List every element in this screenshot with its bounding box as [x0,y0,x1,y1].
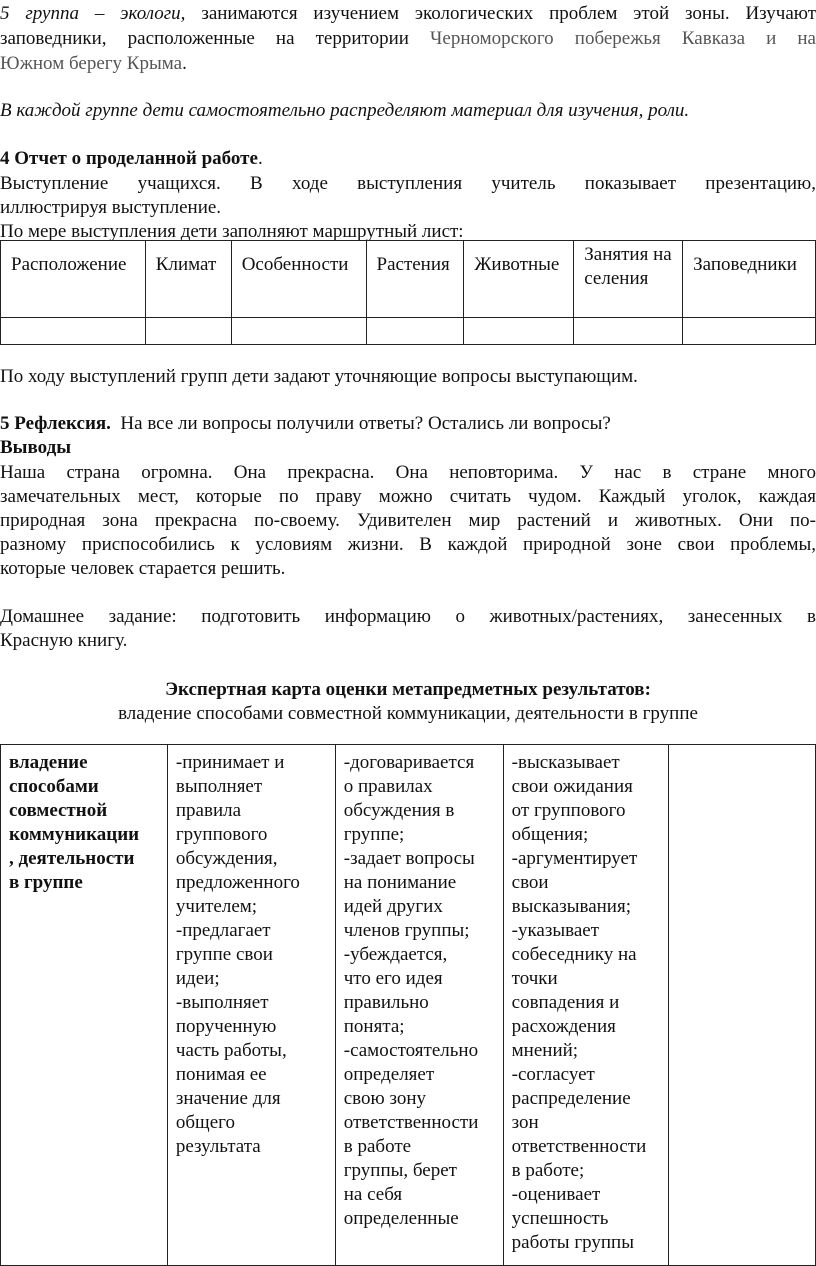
group5-line-2 [0,27,816,51]
questions-line: По ходу выступлений групп дети задают уточняющие вопросы выступающим. [0,366,638,387]
route-header-occupations: Занятия населения [574,241,683,318]
route-header-animals: Животные [464,241,574,318]
group5-text-2: заповедники, расположенные на территории [0,28,431,49]
expert-card-table [0,744,816,1266]
distribution-note: В каждой группе дети самостоятельно распределяют материал для изучения, роли. [0,100,690,121]
group5-text: занимаются изучением экологических проблем этой зоны. Изучают [201,3,816,24]
homework-line-2: Красную книгу. [0,630,128,651]
expert-card-row [1,745,816,1266]
conclusion-line: разному приспособились к условиям жизни. В каждой природной зоне свои проблемы, [0,534,816,555]
criteria-cell-2 [335,745,503,1266]
criteria-text-3: -высказывает свои ожидания от группового общения; -аргументирует свои высказывания; -указывает собеседнику на точки совпадения и расхождения мнений; -согласует распределение зон ответственности в работе; -оценивает успешность работы группы [511,752,647,1253]
criteria-cell-3 [503,745,668,1266]
route-table-header-row [1,241,816,318]
region-highlight-2: Южном берегу Крыма [0,53,183,74]
section4-line-1: Выступление учащихся. В ходе выступления учитель показывает презентацию, [0,173,816,194]
group5-line-1 [0,2,816,26]
section4-line-2: иллюстрируя выступление. [0,197,222,218]
skill-name-cell [1,745,168,1266]
section4-heading-text: 4 Отчет о проделанной работе [0,148,258,169]
group5-line-3-end: . [182,53,187,74]
section4-line-3: По мере выступления дети заполняют маршрутный лист: [0,221,464,242]
criteria-text-1: -принимает и выполняет правила группового обсуждения, предложенного учителем; -предлагает группе свои идеи; -выполняет порученную часть работы, понимая ее значение для общего результата [175,752,300,1157]
route-sheet-table [0,240,816,345]
route-cell-empty[interactable] [366,318,464,345]
route-header-location: Расположение [1,241,146,318]
empty-cell[interactable] [668,745,815,1266]
conclusion-line: природная зона прекрасна по-своему. Удивителен мир растений и животных. Они по- [0,510,816,531]
section4-heading-dot: . [257,148,263,169]
section5-question: На все ли вопросы получили ответы? Остались ли вопросы? [120,413,611,434]
route-cell-empty[interactable] [464,318,574,345]
route-cell-empty[interactable] [145,318,231,345]
route-header-climate: Климат [145,241,231,318]
expert-card-title: Экспертная карта оценки метапредметных результатов: [165,679,651,700]
conclusion-line: Наша страна огромна. Она прекрасна. Она неповторима. У нас в стране много [0,462,816,483]
group5-line-3 [0,52,816,76]
expert-card-subtitle: владение способами совместной коммуникации, деятельности в группе [118,703,698,724]
route-cell-empty[interactable] [231,318,366,345]
route-header-features: Особенности [231,241,366,318]
section4-heading [0,147,816,171]
group5-label: 5 группа – экологи, [0,3,186,24]
conclusions-heading: Выводы [0,437,72,458]
conclusion-line: замечательных мест, которые по праву можно считать чудом. Каждый уголок, каждая [0,486,816,507]
route-table-empty-row [1,318,816,345]
section5-heading [0,412,816,436]
route-header-plants: Растения [366,241,464,318]
criteria-text-2: -договаривается о правилах обсуждения в группе; -задает вопросы на понимание идей других членов группы; -убеждается, что его идея правильно понята; -самостоятельно определяет свою зону ответственности в работе группы, берет на себя определенные [343,752,479,1229]
section5-heading-text: 5 Рефлексия. [0,413,111,434]
conclusion-line: которые человек старается решить. [0,558,286,579]
region-highlight: Черноморского побережья Кавказа и на [430,28,816,49]
route-cell-empty[interactable] [683,318,816,345]
homework-line-1: Домашнее задание: подготовить информацию о животных/растениях, занесенных в [0,606,816,627]
skill-name-text: владение способами совместной коммуникации , деятельности в группе [9,752,140,893]
route-cell-empty[interactable] [574,318,683,345]
route-header-reserves: Заповедники [683,241,816,318]
route-cell-empty[interactable] [1,318,146,345]
criteria-cell-1 [167,745,335,1266]
